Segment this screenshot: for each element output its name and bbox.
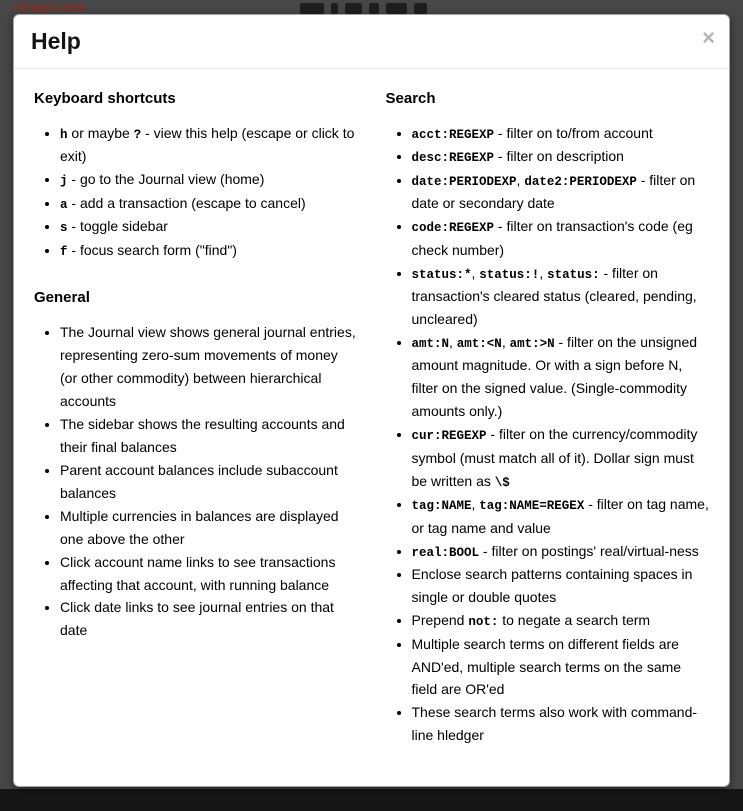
- backdrop-bottom-band: [0, 789, 743, 811]
- list-item: • Prepend not: to negate a search term: [412, 609, 710, 633]
- code-token: desc:REGEXP: [411, 151, 495, 166]
- code-token: h: [60, 127, 68, 142]
- general-heading: General: [34, 289, 90, 307]
- code-token: tag:NAME=REGEX: [479, 499, 585, 514]
- list-item: • The Journal view shows general journal entries, representing zero-sum movements of money (or other commodity) between hierarchical accounts: [60, 321, 358, 413]
- page-title-clipped: [300, 3, 427, 14]
- list-item: • code:REGEXP - filter on transaction's code (eg check number): [412, 215, 710, 261]
- list-item: • amt:N, amt:<N, amt:>N - filter on the unsigned amount magnitude. Or with a sign before N, filter on the signed value. (Single-commodity amounts only.): [412, 331, 710, 423]
- code-token: j: [60, 174, 68, 189]
- list-item: • desc:REGEXP - filter on description: [412, 145, 710, 169]
- keyboard-shortcuts-heading: Keyboard shortcuts: [34, 89, 176, 107]
- list-item: • The sidebar shows the resulting accounts and their final balances: [60, 413, 358, 459]
- code-token: \$: [494, 475, 510, 490]
- code-token: status:*: [411, 267, 472, 282]
- list-item: • tag:NAME, tag:NAME=REGEX - filter on tag name, or tag name and value: [412, 493, 710, 539]
- left-column: [34, 90, 358, 748]
- list-item: • Parent account balances include subaccount balances: [60, 459, 358, 505]
- list-item: • j - go to the Journal view (home): [60, 168, 358, 192]
- code-token: date2:PERIODEXP: [524, 174, 637, 189]
- code-token: not:: [468, 615, 499, 630]
- list-item: • acct:REGEXP - filter on to/from account: [412, 122, 710, 146]
- general-list: [34, 321, 358, 642]
- letter-fragment: [386, 3, 407, 14]
- code-token: tag:NAME: [411, 499, 472, 514]
- letter-fragment: [331, 3, 338, 14]
- list-item: • a - add a transaction (escape to cancel): [60, 192, 358, 216]
- code-token: real:BOOL: [411, 545, 480, 560]
- list-item: • Click account name links to see transactions affecting that account, with running balance: [60, 551, 358, 597]
- navbar-brand: hledger-web: [14, 0, 85, 14]
- list-item: • date:PERIODEXP, date2:PERIODEXP - filter on date or secondary date: [412, 169, 710, 215]
- list-item: • h or maybe ? - view this help (escape or click to exit): [60, 122, 358, 168]
- code-token: f: [60, 244, 68, 259]
- code-token: date:PERIODEXP: [411, 174, 517, 189]
- right-column: [386, 90, 710, 748]
- letter-fragment: [345, 3, 362, 14]
- letter-fragment: [414, 3, 427, 14]
- search-heading: Search: [385, 89, 436, 107]
- list-item: • These search terms also work with command-line hledger: [412, 701, 710, 747]
- code-token: cur:REGEXP: [411, 429, 487, 444]
- list-item: • f - focus search form ("find"): [60, 239, 358, 263]
- list-item: • Click date links to see journal entries on that date: [60, 596, 358, 642]
- shortcuts-list: [34, 122, 358, 262]
- modal-header: [14, 15, 729, 69]
- list-item: • Multiple currencies in balances are displayed one above the other: [60, 505, 358, 551]
- letter-fragment: [369, 3, 379, 14]
- list-item: • real:BOOL - filter on postings' real/virtual-ness: [412, 540, 710, 564]
- close-icon[interactable]: ×: [702, 25, 715, 50]
- list-item: • cur:REGEXP - filter on the currency/commodity symbol (must match all of it). Dollar sign must be written as \$: [412, 423, 710, 493]
- code-token: acct:REGEXP: [411, 127, 495, 142]
- letter-fragment: [300, 3, 324, 14]
- modal-body: [14, 69, 729, 768]
- list-item: • Enclose search patterns containing spaces in single or double quotes: [412, 563, 710, 609]
- list-item: • Multiple search terms on different fields are AND'ed, multiple search terms on the same field are OR'ed: [412, 633, 710, 702]
- modal-title: Help: [31, 28, 81, 54]
- code-token: ?: [133, 127, 142, 142]
- search-list: [386, 122, 710, 748]
- code-token: amt:<N: [456, 336, 502, 351]
- code-token: amt:N: [411, 336, 450, 351]
- list-item: • s - toggle sidebar: [60, 215, 358, 239]
- code-token: status:: [547, 267, 600, 282]
- code-token: a: [60, 197, 68, 212]
- help-modal: [13, 14, 730, 787]
- code-token: amt:>N: [509, 336, 555, 351]
- code-token: code:REGEXP: [411, 221, 495, 236]
- list-item: • status:*, status:!, status: - filter on transaction's cleared status (cleared, pending, uncleared): [412, 262, 710, 331]
- code-token: status:!: [479, 267, 540, 282]
- code-token: s: [60, 221, 68, 236]
